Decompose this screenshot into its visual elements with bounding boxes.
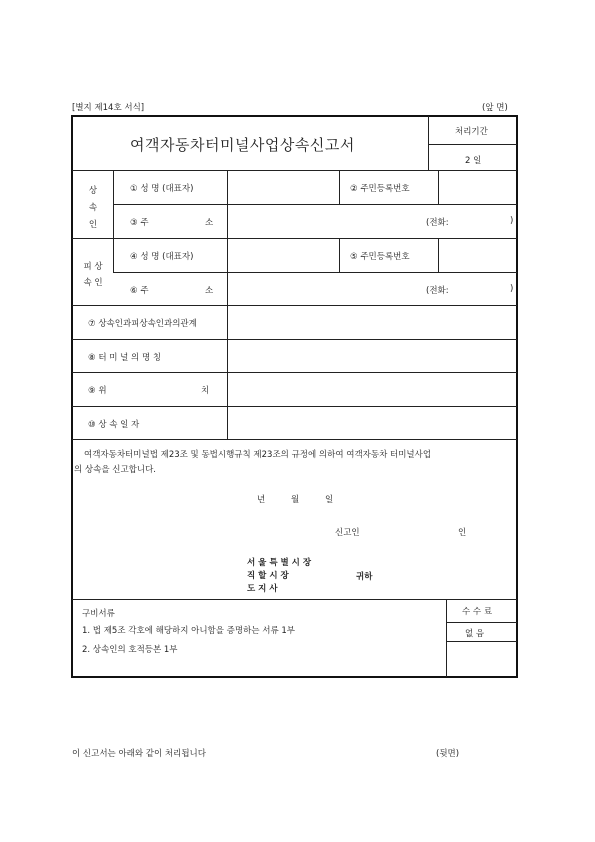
decedent-phone-close: ): [510, 284, 514, 294]
decedent-label-line2: 속 인: [83, 278, 103, 288]
decedent-group-label: [78, 259, 108, 291]
heir-address-field[interactable]: [228, 205, 516, 238]
location-label: ⑨ 위: [88, 386, 107, 396]
heir-name-field[interactable]: [228, 171, 339, 204]
authority-line-1: 서 울 특 별 시 장: [247, 558, 312, 568]
terminal-name-field[interactable]: [228, 340, 516, 372]
authority-line-3: 도 지 사: [247, 584, 278, 594]
inherit-date-field[interactable]: [228, 407, 516, 439]
heir-group-label: [86, 183, 100, 234]
heir-char-2: 속: [88, 203, 98, 213]
documents-item-2: 2. 상속인의 호적등본 1부: [82, 645, 178, 655]
decedent-id-field[interactable]: [439, 239, 516, 272]
page-side-label: (앞 면): [482, 103, 508, 113]
fee-label: 수 수 료: [462, 607, 493, 617]
location-field[interactable]: [228, 373, 516, 406]
heir-char-3: 인: [88, 220, 98, 230]
heir-phone-close: ): [510, 216, 514, 226]
decedent-label-line1: 피 상: [83, 262, 103, 272]
inherit-date-label: ⑩ 상 속 일 자: [88, 420, 140, 430]
decedent-address-label-end: 소: [205, 286, 214, 296]
relation-label: ⑦ 상속인과피상속인과의관계: [88, 319, 197, 329]
footer-side-label: (뒷면): [436, 749, 460, 759]
location-label-end: 치: [201, 386, 210, 396]
decedent-id-label: ⑤ 주민등록번호: [350, 252, 410, 262]
date-day-label: 일: [325, 495, 334, 505]
statement-line-2: 의 상속을 신고합니다.: [74, 465, 157, 475]
authority-block: [247, 557, 311, 596]
processing-period-value: 2 일: [465, 156, 482, 166]
decedent-address-field[interactable]: [228, 273, 516, 305]
heir-id-label: ② 주민등록번호: [350, 184, 410, 194]
date-month-label: 월: [291, 495, 300, 505]
fee-value: 없 음: [465, 629, 485, 639]
decedent-name-label: ④ 성 명 (대표자): [130, 252, 194, 262]
authority-line-2: 직 할 시 장: [247, 571, 289, 581]
processing-period-label: 처리기간: [455, 127, 488, 137]
decedent-name-field[interactable]: [228, 239, 339, 272]
documents-item-1: 1. 법 제5조 각호에 해당하지 아니함을 증명하는 서류 1부: [82, 626, 295, 636]
footer-note: 이 신고서는 아래와 같이 처리됩니다: [72, 749, 206, 759]
decedent-address-label: ⑥ 주: [130, 286, 149, 296]
authority-recipient: 귀하: [356, 572, 373, 582]
reporter-label: 신고인: [335, 528, 360, 538]
date-year-label: 년: [257, 495, 266, 505]
heir-address-label: ③ 주: [130, 218, 149, 228]
terminal-name-label: ⑧ 터 미 널 의 명 칭: [88, 353, 162, 363]
heir-name-label: ① 성 명 (대표자): [130, 184, 194, 194]
heir-phone-label: (전화:: [426, 218, 449, 228]
heir-address-label-end: 소: [205, 218, 214, 228]
statement-line-1: 여객자동차터미널법 제23조 및 동법시행규칙 제23조의 규정에 의하여 여객자동차 터미널사업: [84, 450, 432, 460]
heir-char-1: 상: [88, 186, 98, 196]
form-number: [별지 제14호 서식]: [72, 103, 145, 113]
heir-id-field[interactable]: [439, 171, 516, 204]
reporter-seal: 인: [458, 528, 467, 538]
documents-heading: 구비서류: [82, 609, 115, 619]
relation-field[interactable]: [228, 306, 516, 339]
form-title: 여객자동차터미널사업상속신고서: [130, 136, 355, 154]
decedent-phone-label: (전화:: [426, 286, 449, 296]
